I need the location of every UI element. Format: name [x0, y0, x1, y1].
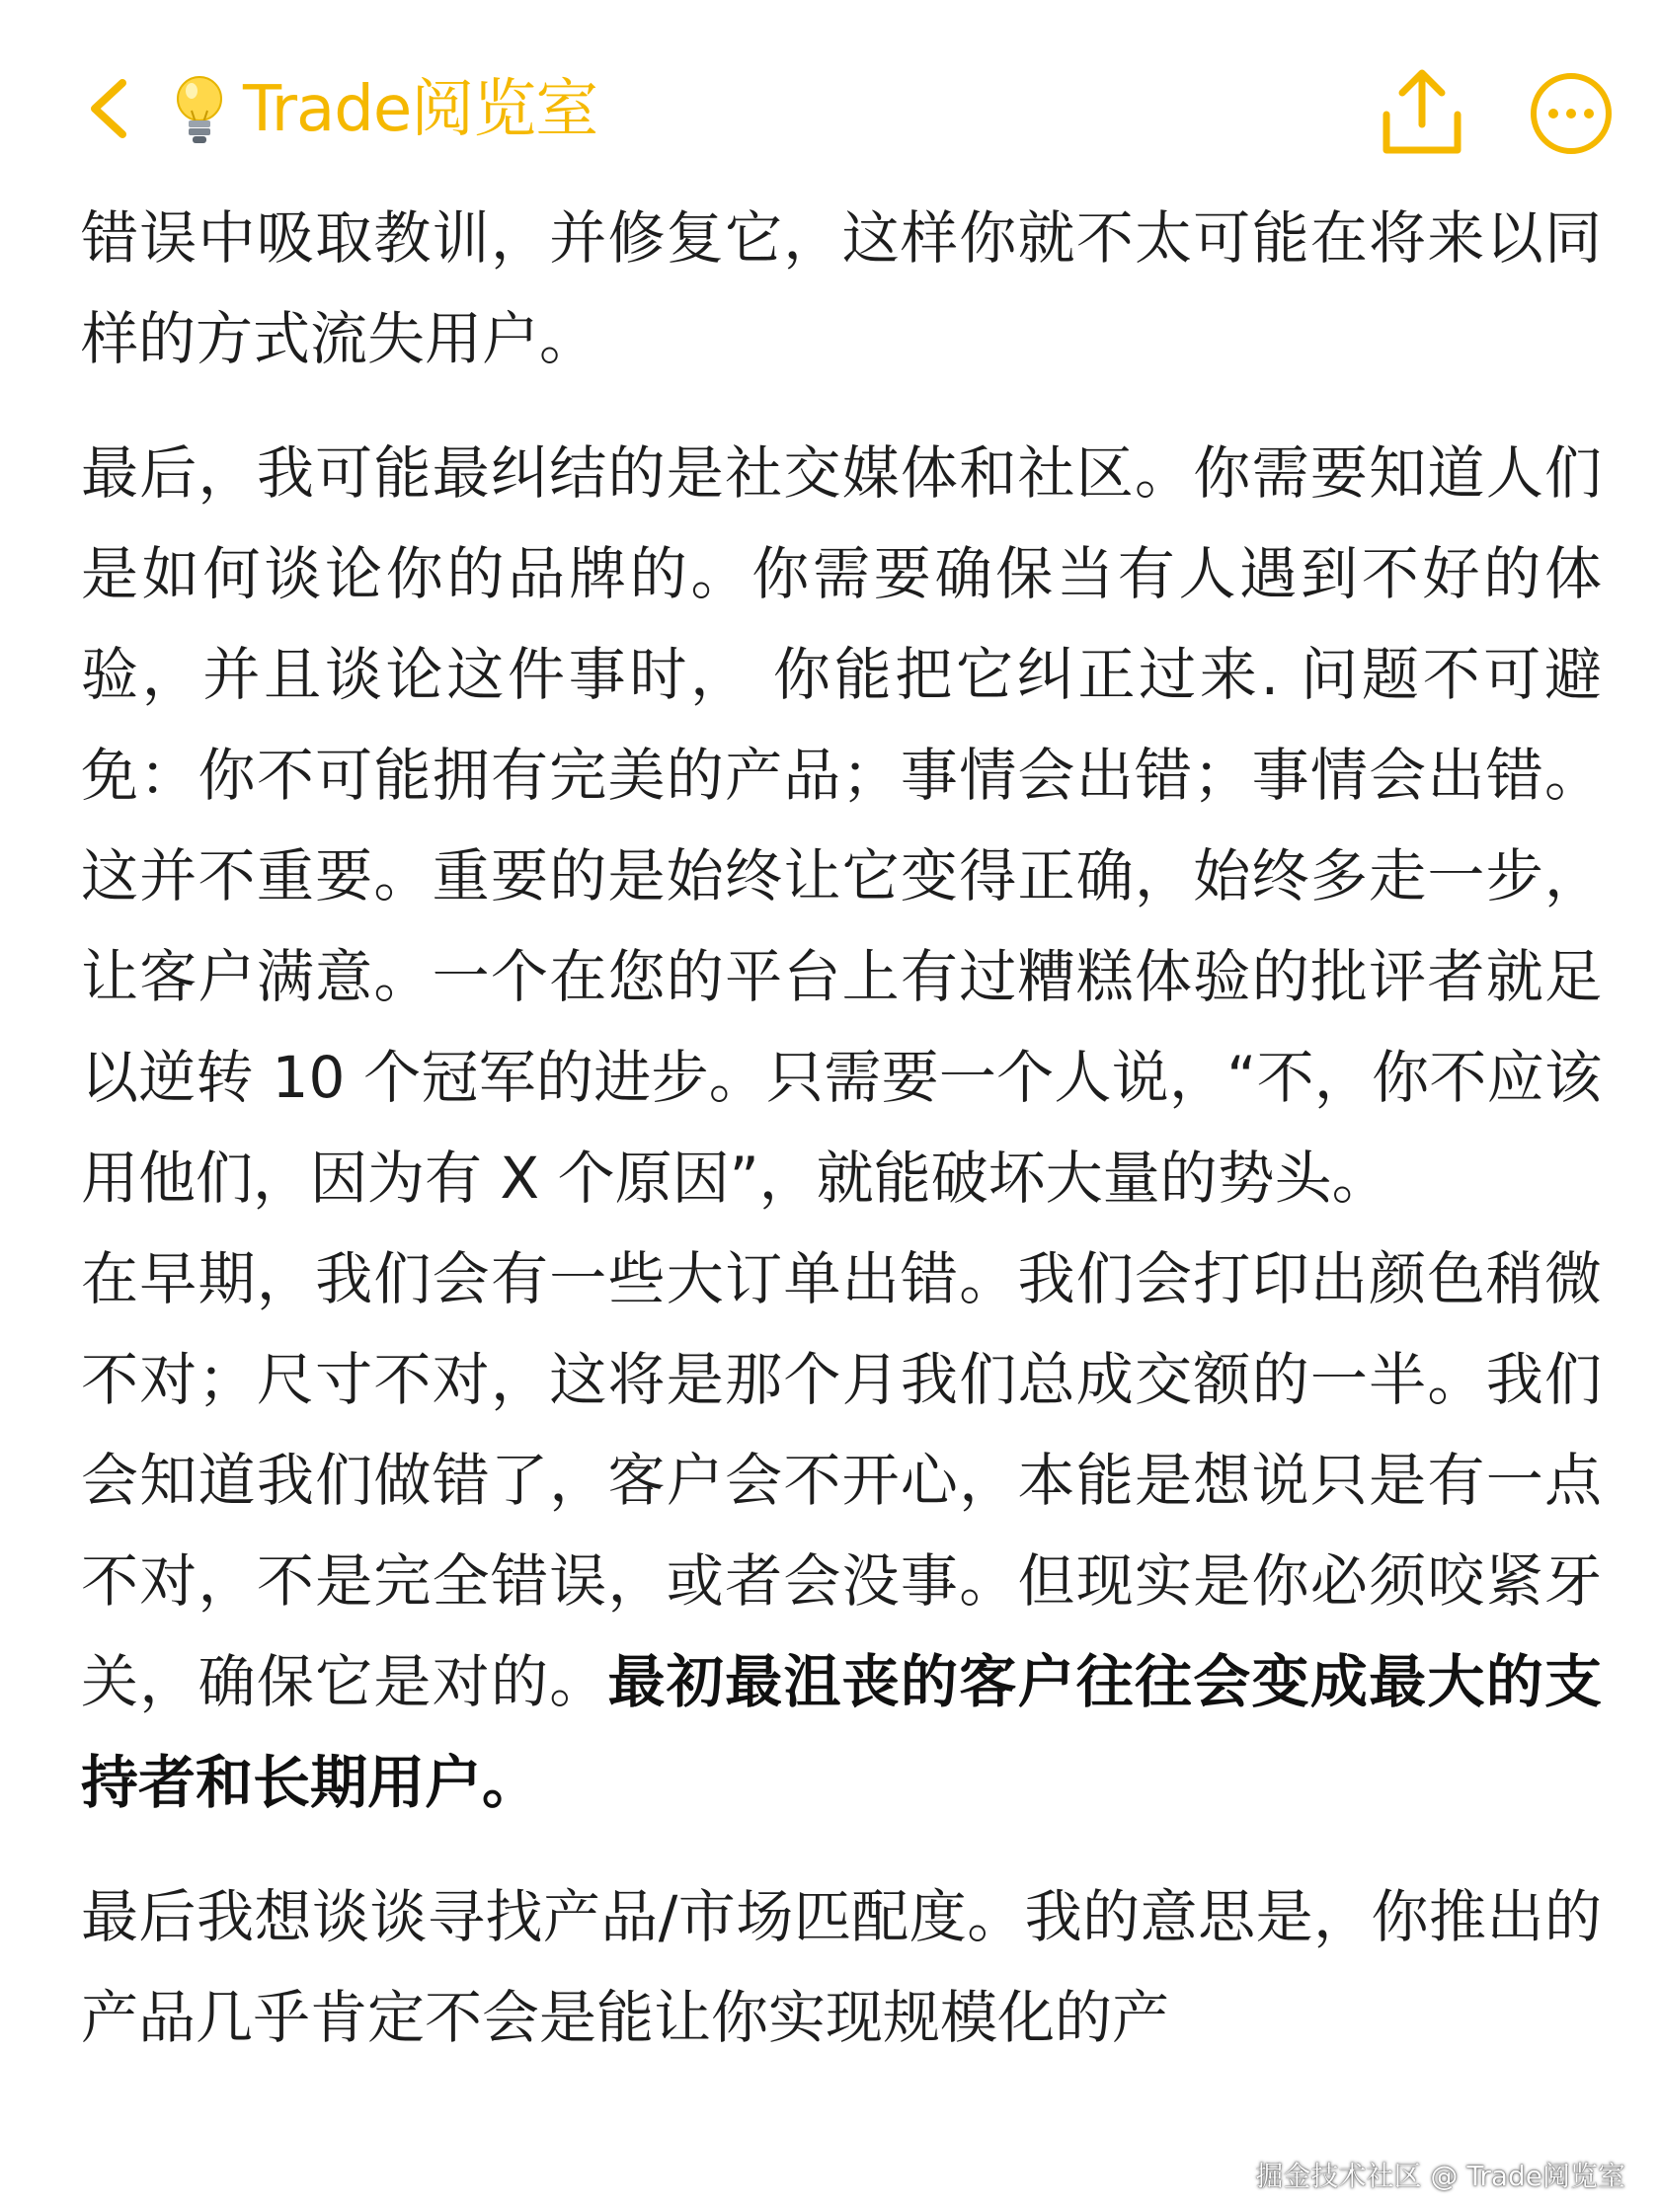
- more-ellipsis-icon: [1529, 71, 1614, 156]
- more-button[interactable]: [1529, 71, 1614, 156]
- share-button[interactable]: [1373, 63, 1471, 162]
- paragraph-4: 最后我想谈谈寻找产品/市场匹配度。我的意思是，你推出的产品几乎肯定不会是能让你实现规模化的产: [81, 1883, 1602, 2051]
- paragraph-3-bold-text: 最初最沮丧的客户往往会变成最大的支持者和长期用户。: [81, 1648, 1602, 1816]
- back-button[interactable]: [69, 59, 148, 158]
- light-bulb-icon: [170, 71, 229, 150]
- paragraph-3: [81, 1228, 1602, 1833]
- paragraph-3-text: 在早期，我们会有一些大订单出错。我们会打印出颜色稍微不对；尺寸不对，这将是那个月我们总成交额的一半。我们会知道我们做错了，客户会不开心，本能是想说只是有一点不对，不是完全错误，或者会没事。但现实是你必须咬紧牙关，确保它是对的。: [81, 1245, 1602, 1715]
- paragraph-1: 错误中吸取教训，并修复它，这样你就不太可能在将来以同样的方式流失用户。: [81, 204, 1602, 372]
- article-body: [81, 188, 1602, 2068]
- watermark-text: 掘金技术社区 @ Trade阅览室: [1255, 2160, 1625, 2192]
- share-upload-icon: [1373, 63, 1471, 162]
- app-title: Trade阅览室: [243, 73, 598, 146]
- top-navigation-bar: [0, 0, 1659, 198]
- paragraph-2: 最后，我可能最纠结的是社交媒体和社区。你需要知道人们是如何谈论你的品牌的。你需要确保当有人遇到不好的体验，并且谈论这件事时， 你能把它纠正过来. 问题不可避免：你不可能拥有完美的产品；事情会出错；事情会出错。这并不重要。重要的是始终让它变得正确，始终多走一步，让客户满意。一个在您的平台上有过糟糕体验的批评者就足以逆转 10 个冠军的进步。只需要一个人说，“不，你不应该用他们，因为有 X 个原因”，就能破坏大量的势头。: [81, 439, 1602, 1212]
- chevron-left-icon: [87, 77, 130, 140]
